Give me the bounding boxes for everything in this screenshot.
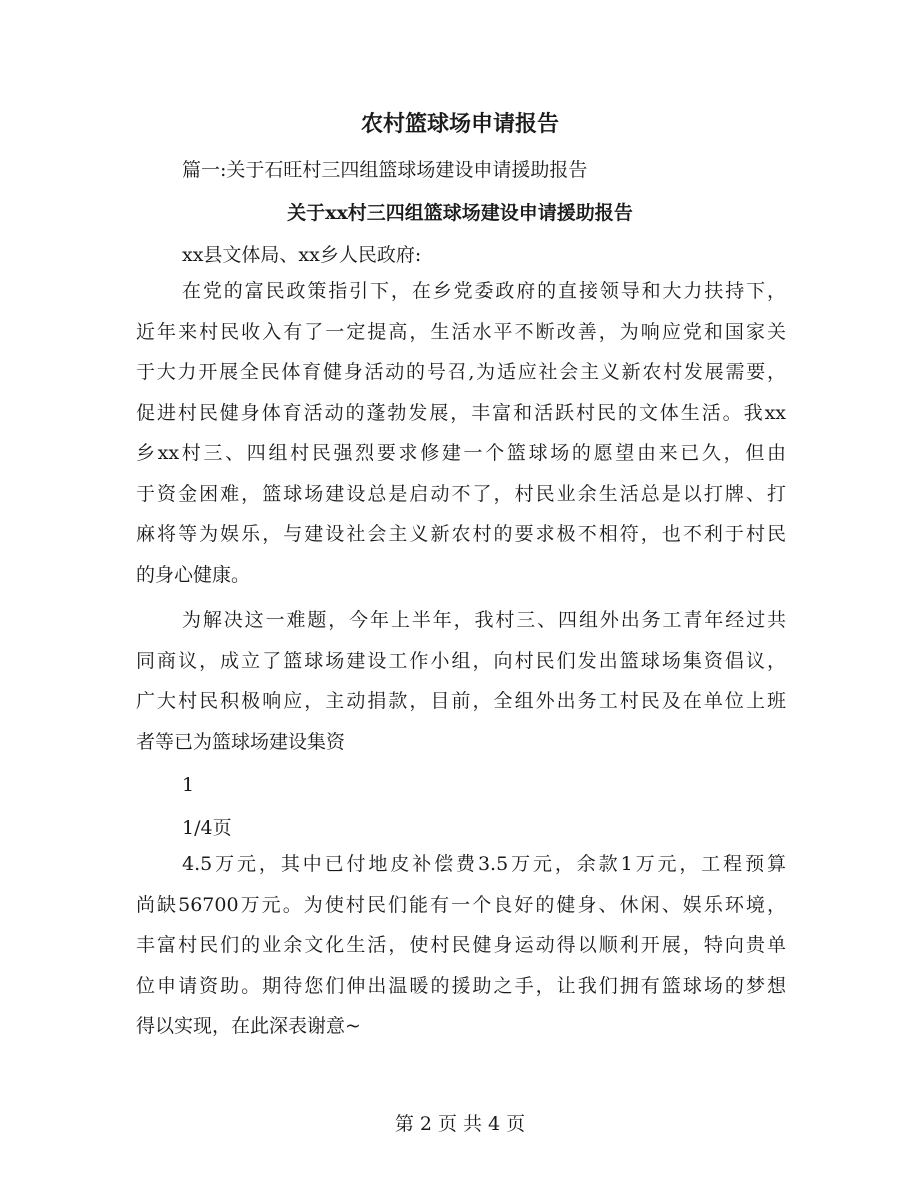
section-subtitle: 篇一:关于石旺村三四组篮球场建设申请援助报告 bbox=[182, 159, 588, 181]
page-fraction: 1/4页 bbox=[182, 817, 232, 839]
paragraph-line: 的身心健康。 bbox=[136, 563, 251, 586]
paragraph-1 bbox=[136, 271, 786, 595]
paragraph-3 bbox=[136, 844, 786, 1047]
paragraph-line: 同商议，成立了篮球场建设工作小组，向村民们发出篮球场集资倡议， bbox=[136, 649, 786, 672]
paragraph-line: 位申请资助。期待您们伸出温暖的援助之手，让我们拥有篮球场的梦想 bbox=[136, 974, 786, 997]
paragraph-line: 麻将等为娱乐，与建设社会主义新农村的要求极不相符，也不利于村民 bbox=[136, 523, 786, 545]
paragraph-2 bbox=[136, 600, 786, 762]
paragraph-line: 乡xx村三、四组村民强烈要求修建一个篮球场的愿望由来已久，但由 bbox=[136, 442, 786, 464]
paragraph-line: 者等已为篮球场建设集资 bbox=[136, 730, 346, 753]
paragraph-line: 得以实现，在此深表谢意~ bbox=[136, 1015, 361, 1037]
paragraph-line: 于资金困难，篮球场建设总是启动不了，村民业余生活总是以打牌、打 bbox=[136, 482, 786, 505]
paragraph-line: 尚缺56700万元。为使村民们能有一个良好的健身、休闲、娱乐环境， bbox=[136, 893, 786, 916]
paragraph-line: 丰富村民们的业余文化生活，使村民健身运动得以顺利开展，特向贵单 bbox=[136, 934, 786, 956]
paragraph-line: 广大村民积极响应，主动捐款，目前，全组外出务工村民及在单位上班 bbox=[136, 690, 786, 712]
paragraph-line: 促进村民健身体育活动的蓬勃发展，丰富和活跃村民的文体生活。我xx bbox=[136, 401, 786, 424]
inline-page-number: 1 bbox=[182, 774, 195, 796]
report-title: 关于xx村三四组篮球场建设申请援助报告 bbox=[287, 202, 633, 224]
paragraph-line: 在党的富民政策指引下，在乡党委政府的直接领导和大力扶持下， bbox=[182, 280, 786, 302]
paragraph-line: 为解决这一难题，今年上半年，我村三、四组外出务工青年经过共 bbox=[182, 609, 786, 631]
addressee-line: xx县文体局、xx乡人民政府: bbox=[182, 244, 422, 266]
document-title: 农村篮球场申请报告 bbox=[360, 111, 559, 137]
paragraph-line: 近年来村民收入有了一定提高，生活水平不断改善，为响应党和国家关 bbox=[136, 320, 786, 343]
page-footer: 第 2 页 共 4 页 bbox=[394, 1113, 526, 1135]
paragraph-line: 于大力开展全民体育健身活动的号召,为适应社会主义新农村发展需要， bbox=[136, 361, 786, 383]
paragraph-line: 4.5万元，其中已付地皮补偿费3.5万元，余款1万元，工程预算 bbox=[182, 853, 786, 875]
